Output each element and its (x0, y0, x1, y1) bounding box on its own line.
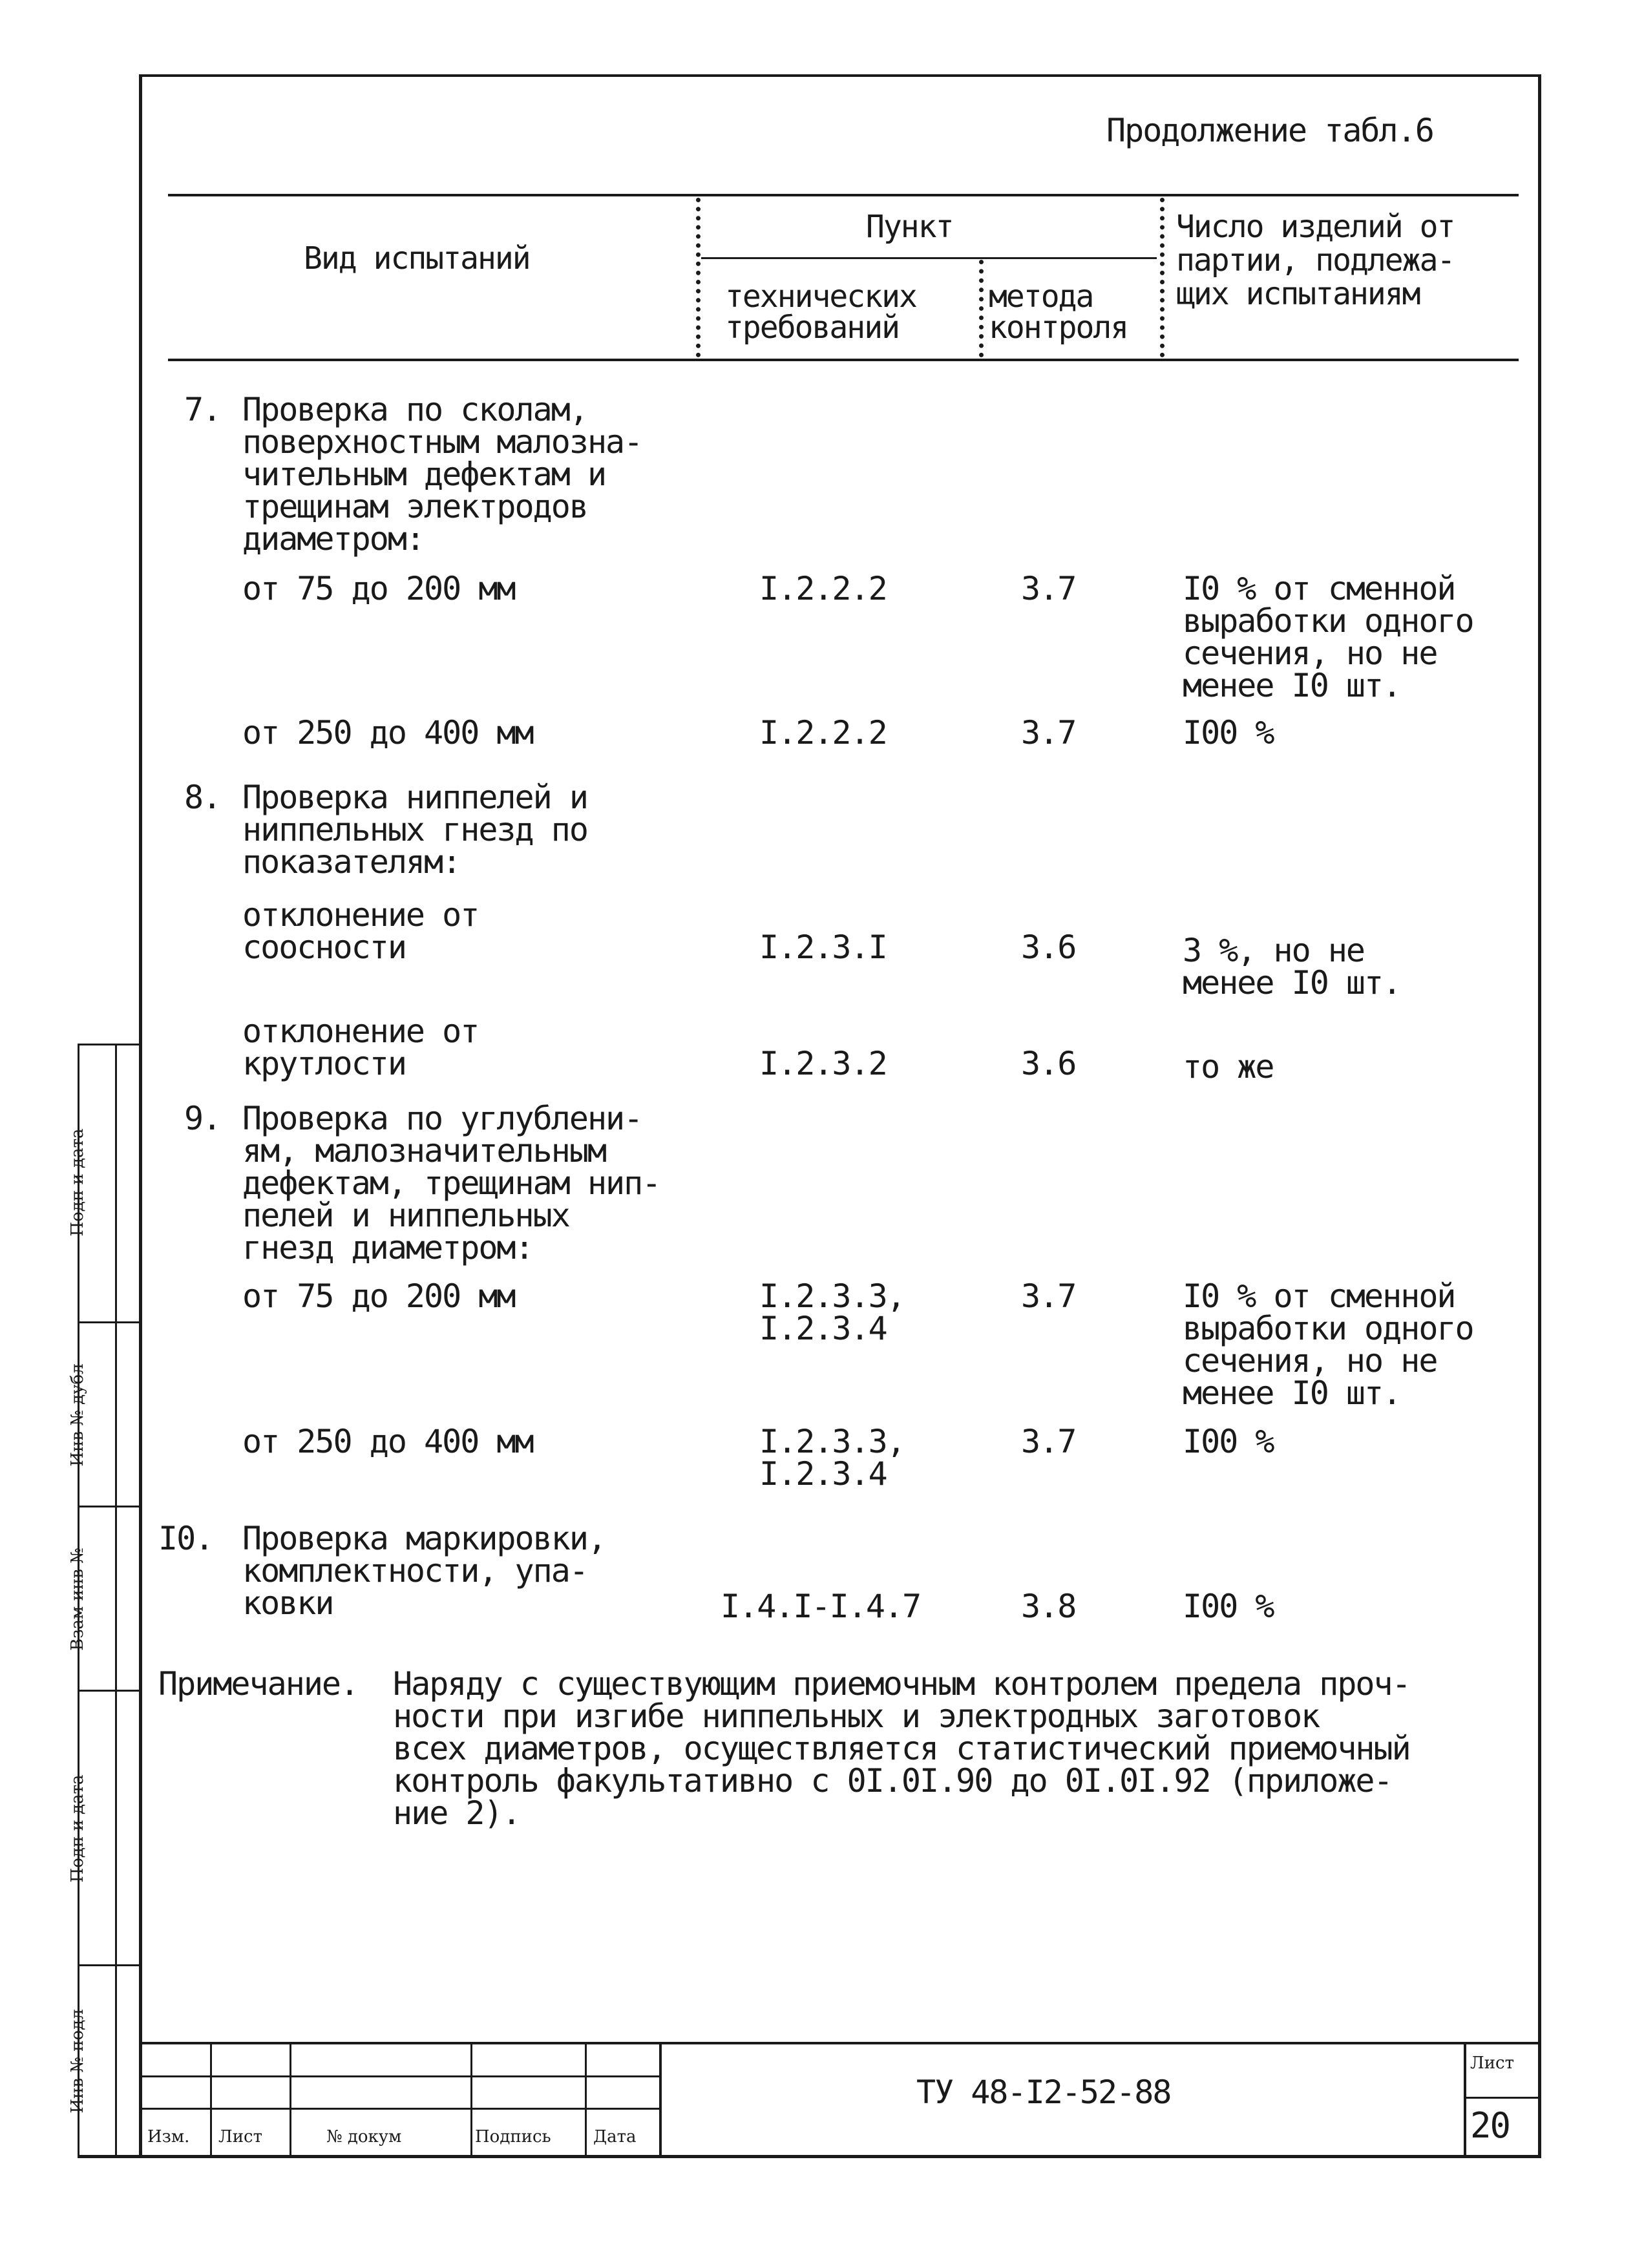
col-header-count-3: щих испытаниям (1176, 276, 1420, 312)
row-tech-clause: I.2.3.I (759, 929, 887, 966)
row-text: ниппельных гнезд по (242, 811, 587, 848)
sheet-number: 20 (1470, 2105, 1510, 2146)
row-count: менее I0 шт. (1183, 667, 1401, 704)
table-head-mid-rule (701, 257, 1157, 259)
document-code: ТУ 48-I2-52-88 (916, 2074, 1171, 2111)
col-header-method-2: контроля (989, 310, 1128, 346)
row-method-clause: 3.7 (1021, 1423, 1076, 1460)
table-head-divider-3 (1160, 198, 1164, 357)
row-method-clause: 3.7 (1021, 1277, 1076, 1315)
stamp-label-sheet: Лист (218, 2127, 262, 2147)
row-text: от 250 до 400 мм (242, 1423, 533, 1460)
row-count: 3 %, но не (1183, 932, 1365, 969)
row-text: поверхностным малозна- (242, 423, 642, 461)
table-head-top-rule (168, 194, 1519, 196)
row-text: отклонение от (242, 1013, 479, 1050)
row-text: Проверка маркировки, (242, 1520, 606, 1557)
row-tech-clause: I.4.I-I.4.7 (721, 1588, 921, 1625)
col-header-clause: Пункт (866, 209, 953, 245)
row-method-clause: 3.6 (1021, 1045, 1076, 1082)
stamp-col-rule-2 (290, 2042, 291, 2155)
row-text: чительным дефектам и (242, 456, 606, 493)
side-label-replace-inv: Взам инв № (68, 1548, 87, 1651)
row-count: менее I0 шт. (1183, 964, 1401, 1002)
row-text: ковки (242, 1584, 333, 1622)
row-text: от 250 до 400 мм (242, 714, 533, 751)
row-method-clause: 3.7 (1021, 570, 1076, 607)
side-strip-sep-4 (78, 1690, 141, 1692)
stamp-col-rule-3 (470, 2042, 472, 2155)
row-count: I00 % (1183, 714, 1274, 751)
stamp-label-change: Изм. (147, 2127, 190, 2147)
frame-left-border (139, 74, 142, 2158)
table-head-divider-1 (696, 198, 701, 357)
row-text: Проверка по углублени- (242, 1100, 642, 1137)
row-method-clause: 3.7 (1021, 714, 1076, 751)
row-text: диаметром: (242, 520, 425, 558)
row-tech-clause: I.2.2.2 (759, 570, 887, 607)
row-number: I0. (158, 1520, 213, 1557)
row-text: гнезд диаметром: (242, 1229, 533, 1266)
row-text: комплектности, упа- (242, 1552, 587, 1590)
row-text: ям, малозначительным (242, 1132, 606, 1170)
row-text: соосности (242, 929, 406, 966)
side-label-dup-inv: Инв № дубл (68, 1363, 87, 1467)
note-line: контроль факультативно с 0I.0I.90 до 0I.0I.92 (приложе- (393, 1762, 1392, 1800)
stamp-row-rule-2 (141, 2108, 661, 2110)
row-tech-clause: I.2.3.3, (759, 1277, 905, 1315)
col-header-test-type: Вид испытаний (304, 240, 530, 277)
continuation-title: Продолжение табл.6 (1106, 112, 1433, 149)
row-number: 7. (184, 391, 221, 428)
note-line: ности при изгибе ниппельных и электродных заготовок (393, 1697, 1320, 1735)
row-count: менее I0 шт. (1183, 1374, 1401, 1412)
row-tech-clause: I.2.3.2 (759, 1045, 887, 1082)
row-count: выработки одного (1183, 1310, 1473, 1347)
table-head-bottom-rule (168, 359, 1519, 361)
row-text: пелей и ниппельных (242, 1197, 569, 1234)
col-header-tech-2: требований (725, 310, 899, 346)
row-count: сечения, но не (1183, 1342, 1437, 1380)
note-line: Наряду с существующим приемочным контролем предела проч- (393, 1665, 1410, 1703)
frame-right-border (1538, 74, 1541, 2158)
row-count: I00 % (1183, 1423, 1274, 1460)
col-header-count-1: Число изделий от (1176, 209, 1455, 245)
row-count: I0 % от сменной (1183, 570, 1455, 607)
row-count: то же (1183, 1048, 1274, 1086)
stamp-label-signature: Подпись (475, 2127, 551, 2147)
row-count: I0 % от сменной (1183, 1277, 1455, 1315)
stamp-col-rule-4 (585, 2042, 587, 2155)
table-head-divider-2 (979, 260, 984, 357)
col-header-count-2: партии, подлежа- (1176, 242, 1455, 278)
row-tech-clause: I.2.3.4 (759, 1455, 887, 1493)
row-text: от 75 до 200 мм (242, 1277, 515, 1315)
row-text: от 75 до 200 мм (242, 570, 515, 607)
row-number: 8. (184, 779, 221, 816)
side-strip-sep-1 (78, 1044, 141, 1045)
side-label-sign-date-1: Подп и дата (68, 1128, 87, 1237)
frame-bottom-border (78, 2155, 1541, 2158)
col-header-method-1: метода (989, 278, 1093, 315)
row-text: дефектам, трещинам нип- (242, 1164, 660, 1202)
side-strip-sep-2 (78, 1321, 141, 1323)
row-tech-clause: I.2.2.2 (759, 714, 887, 751)
row-tech-clause: I.2.3.4 (759, 1310, 887, 1347)
stamp-col-rule-5 (659, 2042, 662, 2155)
stamp-label-doc-number: № докум (326, 2127, 402, 2147)
row-text: трещинам электродов (242, 488, 587, 525)
row-tech-clause: I.2.3.3, (759, 1423, 905, 1460)
row-method-clause: 3.8 (1021, 1588, 1076, 1625)
stamp-sheet-box-mid (1464, 2097, 1540, 2099)
stamp-row-rule-1 (141, 2075, 661, 2077)
stamp-top-rule (139, 2042, 1541, 2044)
row-text: Проверка ниппелей и (242, 779, 587, 816)
side-strip-sep-3 (78, 1506, 141, 1507)
side-strip-inner (115, 1044, 117, 2155)
note-line: ние 2). (393, 1794, 520, 1832)
note-label: Примечание. (158, 1665, 359, 1703)
row-count: сечения, но не (1183, 635, 1437, 672)
row-number: 9. (184, 1100, 221, 1137)
row-method-clause: 3.6 (1021, 929, 1076, 966)
side-label-sign-date-2: Подп и дата (68, 1774, 87, 1883)
row-text: крутлости (242, 1045, 406, 1082)
sheet-label: Лист (1470, 2053, 1514, 2073)
side-strip-sep-5 (78, 1964, 141, 1966)
row-text: отклонение от (242, 896, 479, 934)
row-count: выработки одного (1183, 602, 1473, 640)
row-count: I00 % (1183, 1588, 1274, 1625)
stamp-col-rule-1 (210, 2042, 212, 2155)
stamp-label-date: Дата (593, 2127, 637, 2147)
col-header-tech-1: технических (725, 278, 916, 315)
row-text: Проверка по сколам, (242, 391, 587, 428)
side-label-orig-inv: Инв № подл (68, 2009, 87, 2114)
frame-top-border (139, 74, 1541, 77)
note-line: всех диаметров, осуществляется статистический приемочный (393, 1730, 1410, 1767)
row-text: показателям: (242, 843, 461, 881)
